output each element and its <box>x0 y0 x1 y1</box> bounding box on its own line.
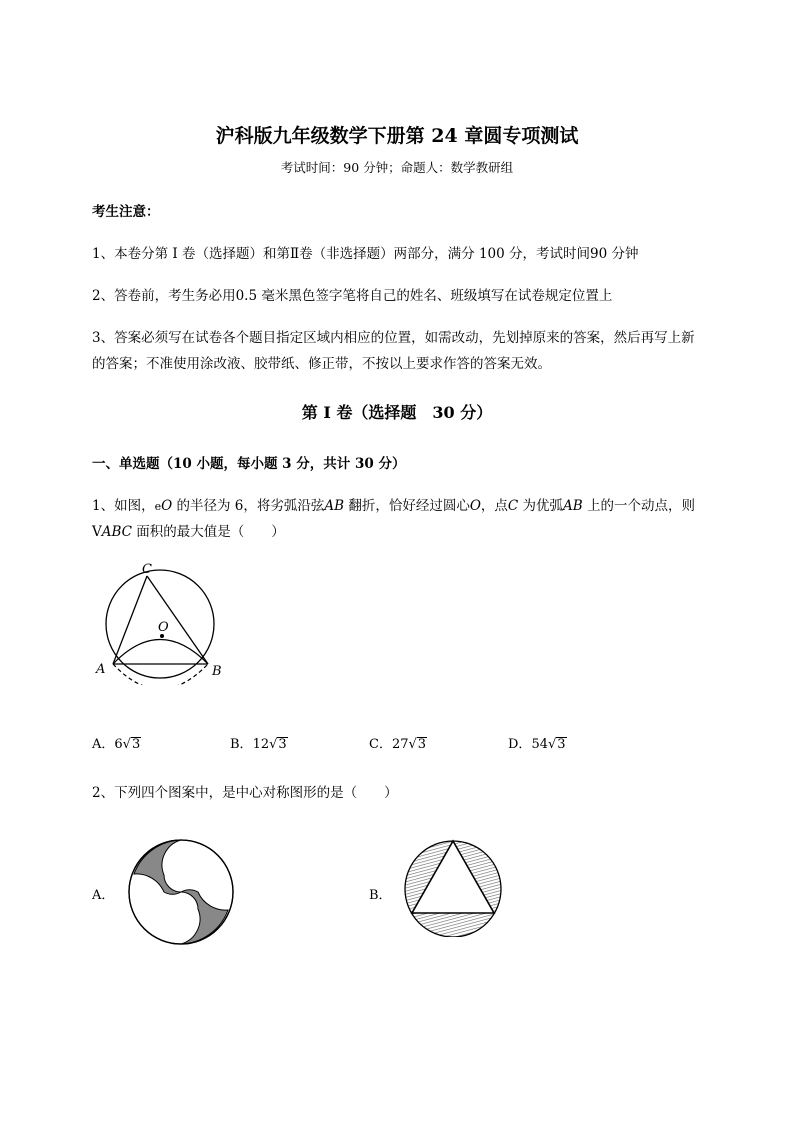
var-o: O <box>469 498 481 514</box>
option-letter: A． <box>92 737 115 752</box>
option-radicand: 3 <box>278 737 287 752</box>
option-coef: 12 <box>252 737 270 752</box>
question-1-text-cont <box>92 520 285 540</box>
q1-text-part: 翻折，恰好经过圆心 <box>344 498 470 514</box>
q2-option-a-figure[interactable] <box>126 837 236 947</box>
notice-item-3-cont: 的答案；不准使用涂改液、胶带纸、修正带，不按以上要求作答的答案无效。 <box>92 356 551 372</box>
notice-item-1: 1、本卷分第 I 卷（选择题）和第Ⅱ卷（非选择题）两部分，满分 100 分，考试时间90 分钟 <box>92 246 639 262</box>
var-abc: ABC <box>101 524 132 540</box>
q1-option-d[interactable] <box>508 733 567 752</box>
option-radicand: 3 <box>131 737 141 752</box>
q1-option-c[interactable] <box>369 733 427 752</box>
option-letter: C． <box>369 737 392 752</box>
option-letter: B． <box>230 737 253 752</box>
label-c: C <box>142 562 152 577</box>
sqrt-symbol: √ <box>547 737 557 752</box>
q1-circle-figure <box>92 560 242 685</box>
option-letter: D． <box>508 737 532 752</box>
q2-option-a-label[interactable]: A． <box>92 888 115 903</box>
sqrt-symbol: √ <box>122 737 131 752</box>
q1-text-part: 为优弧 <box>518 498 564 514</box>
q1-text-part: 上的一个动点，则 <box>582 498 696 514</box>
q1-text-part: ，点 <box>480 498 508 514</box>
question-1-text <box>92 494 695 514</box>
circle-symbol: e <box>154 500 162 513</box>
q1-text-part: 1、如图， <box>92 498 155 514</box>
section-heading: 一、单选题（10 小题，每小题 3 分，共计 30 分） <box>92 456 406 472</box>
q1-option-b[interactable] <box>230 733 288 752</box>
option-coef: 6 <box>114 737 123 752</box>
q2-option-b-figure[interactable] <box>398 837 508 937</box>
var-ab: AB <box>563 498 583 514</box>
var-ab: AB <box>324 498 345 514</box>
sqrt-symbol: √ <box>408 737 417 752</box>
label-b: B <box>212 664 222 679</box>
q1-option-a[interactable] <box>92 733 141 752</box>
var-o: O <box>161 498 173 514</box>
triangle-symbol: V <box>92 524 102 540</box>
notice-item-2: 2、答卷前，考生务必用0.5 毫米黑色签字笔将自己的姓名、班级填写在试卷规定位置上 <box>92 288 613 304</box>
option-radicand: 3 <box>557 737 566 752</box>
var-c: C <box>507 498 519 514</box>
q2-option-b-label[interactable]: B． <box>369 888 392 903</box>
option-coef: 27 <box>391 737 409 752</box>
sqrt-symbol: √ <box>269 737 278 752</box>
exam-info: 考试时间：90 分钟；命题人：数学教研组 <box>280 160 514 175</box>
notice-heading: 考生注意： <box>92 204 160 220</box>
q1-text-part: 面积的最大值是（ ） <box>132 524 285 540</box>
label-o: O <box>158 620 169 635</box>
page-title: 沪科版九年级数学下册第 24 章圆专项测试 <box>215 125 579 147</box>
part-one-title: 第 I 卷（选择题 30 分） <box>301 403 493 422</box>
q1-text-part: 的半径为 6，将劣弧沿弦 <box>172 498 325 514</box>
label-a: A <box>96 662 106 677</box>
option-coef: 54 <box>531 737 548 752</box>
option-radicand: 3 <box>417 737 427 752</box>
question-2-text: 2、下列四个图案中，是中心对称图形的是（ ） <box>92 785 398 801</box>
notice-item-3: 3、答案必须写在试卷各个题目指定区域内相应的位置，如需改动，先划掉原来的答案，然后再写上新 <box>92 330 695 346</box>
